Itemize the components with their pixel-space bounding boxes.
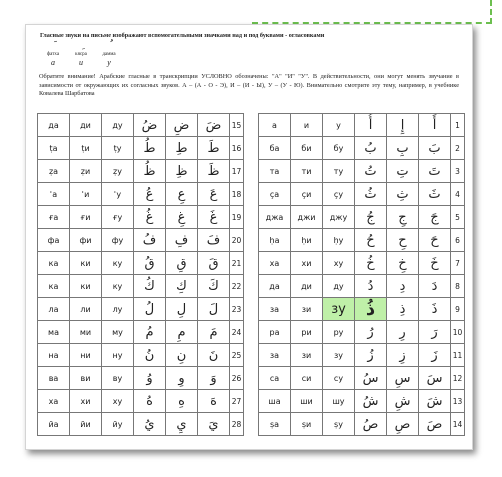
arabic-letter-cell: هَ	[198, 390, 230, 413]
transliteration-cell: йу	[102, 413, 134, 436]
transliteration-cell: бу	[323, 137, 355, 160]
transliteration-cell: ки	[70, 275, 102, 298]
transliteration-cell: джу	[323, 206, 355, 229]
arabic-letter-cell: مِ	[166, 321, 198, 344]
kasra-letter: и	[79, 58, 83, 67]
harakat-legend	[36, 41, 156, 75]
arabic-letter-cell: طُ	[134, 137, 166, 160]
arabic-letter-cell: خَ	[419, 252, 451, 275]
row-number-cell: 24	[230, 321, 244, 344]
arabic-letter-cell: صِ	[387, 413, 419, 436]
arabic-letter-cell: ضُ	[134, 114, 166, 137]
arabic-letter-cell: قَ	[198, 252, 230, 275]
row-number-cell: 12	[451, 367, 465, 390]
row-number-cell: 7	[451, 252, 465, 275]
transliteration-cell: ҫу	[323, 183, 355, 206]
arabic-letter-cell: دُ	[355, 275, 387, 298]
arabic-letter-cell: حَ	[419, 229, 451, 252]
row-number-cell: 9	[451, 298, 465, 321]
transliteration-cell: ẓи	[70, 160, 102, 183]
arabic-letter-cell: سُ	[355, 367, 387, 390]
table-row	[259, 160, 465, 183]
table-row	[38, 390, 244, 413]
transliteration-cell: ху	[102, 390, 134, 413]
arabic-letter-cell: نِ	[166, 344, 198, 367]
table-row	[38, 229, 244, 252]
transliteration-cell: ғу	[102, 206, 134, 229]
arabic-letter-cell: عُ	[134, 183, 166, 206]
transliteration-cell: ла	[38, 298, 70, 321]
table-row	[259, 298, 465, 321]
arabic-letter-cell: خِ	[387, 252, 419, 275]
transliteration-cell: си	[291, 367, 323, 390]
transliteration-cell: ʿи	[70, 183, 102, 206]
arabic-letter-cell: زَ	[419, 344, 451, 367]
row-number-cell: 5	[451, 206, 465, 229]
table-row	[38, 344, 244, 367]
table-row	[38, 321, 244, 344]
arabic-letter-cell: جَ	[419, 206, 451, 229]
arabic-letter-cell: ذُ	[355, 298, 387, 321]
arabic-letter-cell: طَ	[198, 137, 230, 160]
transliteration-cell: ба	[259, 137, 291, 160]
arabic-letter-cell: غِ	[166, 206, 198, 229]
arabic-letter-cell: يَ	[198, 413, 230, 436]
arabic-letter-cell: أُ	[355, 114, 387, 137]
row-number-cell: 3	[451, 160, 465, 183]
row-number-cell: 28	[230, 413, 244, 436]
transliteration-cell: зи	[291, 298, 323, 321]
table-row	[259, 137, 465, 160]
table-row	[38, 413, 244, 436]
transliteration-cell: хи	[70, 390, 102, 413]
transliteration-cell: ша	[259, 390, 291, 413]
transliteration-cell: йи	[70, 413, 102, 436]
row-number-cell: 14	[451, 413, 465, 436]
arabic-letter-cell: حِ	[387, 229, 419, 252]
table-row	[38, 275, 244, 298]
arabic-letter-cell: وِ	[166, 367, 198, 390]
row-number-cell: 10	[451, 321, 465, 344]
transliteration-cell: ти	[291, 160, 323, 183]
row-number-cell: 6	[451, 229, 465, 252]
arabic-letter-cell: سَ	[419, 367, 451, 390]
transliteration-cell: за	[259, 298, 291, 321]
arabic-letter-cell: بُ	[355, 137, 387, 160]
transliteration-cell: ṣи	[291, 413, 323, 436]
transliteration-cell: су	[323, 367, 355, 390]
arabic-letter-cell: تَ	[419, 160, 451, 183]
arabic-letter-cell: قُ	[134, 252, 166, 275]
arabic-letter-cell: طِ	[166, 137, 198, 160]
row-number-cell: 26	[230, 367, 244, 390]
row-number-cell: 20	[230, 229, 244, 252]
row-number-cell: 1	[451, 114, 465, 137]
arabic-letter-cell: جِ	[387, 206, 419, 229]
transliteration-cell: ку	[102, 275, 134, 298]
transliteration-cell: ḥа	[259, 229, 291, 252]
arabic-letter-cell: يِ	[166, 413, 198, 436]
arabic-letter-cell: زِ	[387, 344, 419, 367]
table-row	[38, 114, 244, 137]
transliteration-cell: зу	[323, 344, 355, 367]
table-row	[259, 390, 465, 413]
arabic-letter-cell: سِ	[387, 367, 419, 390]
row-number-cell: 15	[230, 114, 244, 137]
transliteration-cell: ғи	[70, 206, 102, 229]
right-letters-table	[258, 113, 465, 436]
table-row	[38, 206, 244, 229]
transliteration-cell: ту	[323, 160, 355, 183]
arabic-letter-cell: كُ	[134, 275, 166, 298]
row-number-cell: 4	[451, 183, 465, 206]
arabic-letter-cell: كِ	[166, 275, 198, 298]
row-number-cell: 23	[230, 298, 244, 321]
row-number-cell: 17	[230, 160, 244, 183]
transliteration-cell: зу	[323, 298, 355, 321]
arabic-letter-cell: هِ	[166, 390, 198, 413]
transliteration-cell: фи	[70, 229, 102, 252]
transliteration-cell: ẓа	[38, 160, 70, 183]
transliteration-cell: ку	[102, 252, 134, 275]
transliteration-cell: фа	[38, 229, 70, 252]
transliteration-cell: джи	[291, 206, 323, 229]
transliteration-cell: за	[259, 344, 291, 367]
arabic-letter-cell: صُ	[355, 413, 387, 436]
dashed-selection-frame	[252, 0, 492, 24]
transliteration-cell: хи	[291, 252, 323, 275]
transliteration-cell: фу	[102, 229, 134, 252]
row-number-cell: 2	[451, 137, 465, 160]
transliteration-cell: ха	[38, 390, 70, 413]
arabic-letter-cell: غُ	[134, 206, 166, 229]
transliteration-cell: ва	[38, 367, 70, 390]
table-row	[38, 183, 244, 206]
kasra-label: кясра	[75, 52, 87, 57]
arabic-letter-cell: خُ	[355, 252, 387, 275]
transliteration-cell: ру	[323, 321, 355, 344]
table-row	[259, 413, 465, 436]
arabic-letter-cell: زُ	[355, 344, 387, 367]
arabic-letter-cell: شُ	[355, 390, 387, 413]
transliteration-cell: да	[38, 114, 70, 137]
table-row	[38, 137, 244, 160]
table-row	[259, 252, 465, 275]
document-page	[25, 24, 473, 450]
arabic-letter-cell: صَ	[419, 413, 451, 436]
damma-label: дамма	[102, 52, 116, 57]
arabic-letter-cell: رَ	[419, 321, 451, 344]
arabic-letter-cell: عِ	[166, 183, 198, 206]
transliteration-cell: ḥу	[323, 229, 355, 252]
transliteration-cell: ду	[323, 275, 355, 298]
transliteration-cell: ра	[259, 321, 291, 344]
arabic-letter-cell: نَ	[198, 344, 230, 367]
transliteration-cell: ми	[70, 321, 102, 344]
transliteration-cell: зи	[291, 344, 323, 367]
row-number-cell: 21	[230, 252, 244, 275]
row-number-cell: 16	[230, 137, 244, 160]
arabic-letter-cell: إِ	[387, 114, 419, 137]
arabic-letter-cell: ثَ	[419, 183, 451, 206]
row-number-cell: 27	[230, 390, 244, 413]
transliteration-cell: ʿу	[102, 183, 134, 206]
transliteration-cell: ẓу	[102, 160, 134, 183]
arabic-letter-cell: فُ	[134, 229, 166, 252]
transliteration-cell: ву	[102, 367, 134, 390]
arabic-letter-cell: ثِ	[387, 183, 419, 206]
transliteration-cell: ҫа	[259, 183, 291, 206]
arabic-letter-cell: فَ	[198, 229, 230, 252]
page-heading: Гласные звуки на письме изображают вспомогательными значками над и под буквами - огласовками	[40, 32, 325, 39]
transliteration-cell: а	[259, 114, 291, 137]
arabic-letter-cell: كَ	[198, 275, 230, 298]
table-row	[259, 344, 465, 367]
transliteration-cell: ға	[38, 206, 70, 229]
table-row	[38, 252, 244, 275]
transliteration-cell: и	[291, 114, 323, 137]
transliteration-cell: ри	[291, 321, 323, 344]
arabic-letter-cell: بِ	[387, 137, 419, 160]
transliteration-cell: ки	[70, 252, 102, 275]
table-row	[259, 321, 465, 344]
arabic-letter-cell: ذِ	[387, 298, 419, 321]
table-row	[38, 367, 244, 390]
arabic-letter-cell: يُ	[134, 413, 166, 436]
transliteration-cell: ḥи	[291, 229, 323, 252]
note-paragraph: Обратите внимание! Арабские гласные в транскрипции УСЛОВНО обозначены: "А" "И" "У". В действительности, они могут менять звучание в зависимости от окружающих их согласных звуков. А – (А - О - Э), И – (И - Ы), У – (У - Ю). Внимательно смотрите эту тему, например, в учебнике Ковалева Шарбатова	[39, 73, 459, 98]
arabic-letter-cell: ظِ	[166, 160, 198, 183]
table-row	[259, 114, 465, 137]
transliteration-cell: йа	[38, 413, 70, 436]
transliteration-cell: би	[291, 137, 323, 160]
fatha-letter: а	[51, 58, 55, 67]
transliteration-cell: ʿа	[38, 183, 70, 206]
transliteration-cell: ṭу	[102, 137, 134, 160]
transliteration-cell: у	[323, 114, 355, 137]
transliteration-cell: му	[102, 321, 134, 344]
arabic-letter-cell: لُ	[134, 298, 166, 321]
arabic-letter-cell: شِ	[387, 390, 419, 413]
arabic-letter-cell: أَ	[419, 114, 451, 137]
table-row	[259, 229, 465, 252]
transliteration-cell: на	[38, 344, 70, 367]
arabic-letter-cell: مُ	[134, 321, 166, 344]
row-number-cell: 18	[230, 183, 244, 206]
arabic-letter-cell: عَ	[198, 183, 230, 206]
transliteration-cell: та	[259, 160, 291, 183]
arabic-letter-cell: ظَ	[198, 160, 230, 183]
arabic-letter-cell: ذَ	[419, 298, 451, 321]
transliteration-cell: лу	[102, 298, 134, 321]
row-number-cell: 13	[451, 390, 465, 413]
arabic-letter-cell: رُ	[355, 321, 387, 344]
damma-legend	[92, 41, 126, 68]
transliteration-cell: джа	[259, 206, 291, 229]
damma-letter: у	[107, 58, 111, 67]
transliteration-cell: ви	[70, 367, 102, 390]
arabic-letter-cell: فِ	[166, 229, 198, 252]
table-row	[38, 298, 244, 321]
arabic-letter-cell: ضِ	[166, 114, 198, 137]
arabic-letter-cell: غَ	[198, 206, 230, 229]
arabic-letter-cell: تُ	[355, 160, 387, 183]
transliteration-cell: ди	[291, 275, 323, 298]
left-letters-table	[37, 113, 244, 436]
transliteration-cell: ни	[70, 344, 102, 367]
fatha-label: фатха	[46, 52, 60, 57]
row-number-cell: 8	[451, 275, 465, 298]
row-number-cell: 22	[230, 275, 244, 298]
transliteration-cell: ну	[102, 344, 134, 367]
table-row	[259, 183, 465, 206]
transliteration-cell: ли	[70, 298, 102, 321]
transliteration-cell: ка	[38, 275, 70, 298]
transliteration-cell: да	[259, 275, 291, 298]
arabic-letter-cell: دِ	[387, 275, 419, 298]
transliteration-cell: ṭи	[70, 137, 102, 160]
arabic-letter-cell: قِ	[166, 252, 198, 275]
arabic-letter-cell: تِ	[387, 160, 419, 183]
transliteration-cell: ху	[323, 252, 355, 275]
arabic-letter-cell: وَ	[198, 367, 230, 390]
arabic-letter-cell: نُ	[134, 344, 166, 367]
transliteration-cell: ṣа	[259, 413, 291, 436]
arabic-letter-cell: مَ	[198, 321, 230, 344]
arabic-letter-cell: ثُ	[355, 183, 387, 206]
transliteration-cell: ди	[70, 114, 102, 137]
table-row	[259, 275, 465, 298]
arabic-letter-cell: وُ	[134, 367, 166, 390]
transliteration-cell: ха	[259, 252, 291, 275]
transliteration-cell: ма	[38, 321, 70, 344]
transliteration-cell: ṣу	[323, 413, 355, 436]
transliteration-cell: шу	[323, 390, 355, 413]
table-row	[259, 367, 465, 390]
damma-mark-icon	[92, 41, 126, 51]
transliteration-cell: ши	[291, 390, 323, 413]
arabic-letter-cell: شَ	[419, 390, 451, 413]
arabic-letter-cell: جُ	[355, 206, 387, 229]
transliteration-cell: са	[259, 367, 291, 390]
transliteration-cell: ҫи	[291, 183, 323, 206]
row-number-cell: 19	[230, 206, 244, 229]
arabic-letter-cell: ظُ	[134, 160, 166, 183]
arabic-letter-cell: ضَ	[198, 114, 230, 137]
arabic-letter-cell: دَ	[419, 275, 451, 298]
table-row	[259, 206, 465, 229]
arabic-letter-cell: هُ	[134, 390, 166, 413]
arabic-letter-cell: لَ	[198, 298, 230, 321]
transliteration-cell: ка	[38, 252, 70, 275]
transliteration-cell: ду	[102, 114, 134, 137]
arabic-letter-cell: حُ	[355, 229, 387, 252]
row-number-cell: 11	[451, 344, 465, 367]
row-number-cell: 25	[230, 344, 244, 367]
table-row	[38, 160, 244, 183]
arabic-letter-cell: لِ	[166, 298, 198, 321]
transliteration-cell: ṭа	[38, 137, 70, 160]
arabic-letter-cell: بَ	[419, 137, 451, 160]
arabic-letter-cell: رِ	[387, 321, 419, 344]
